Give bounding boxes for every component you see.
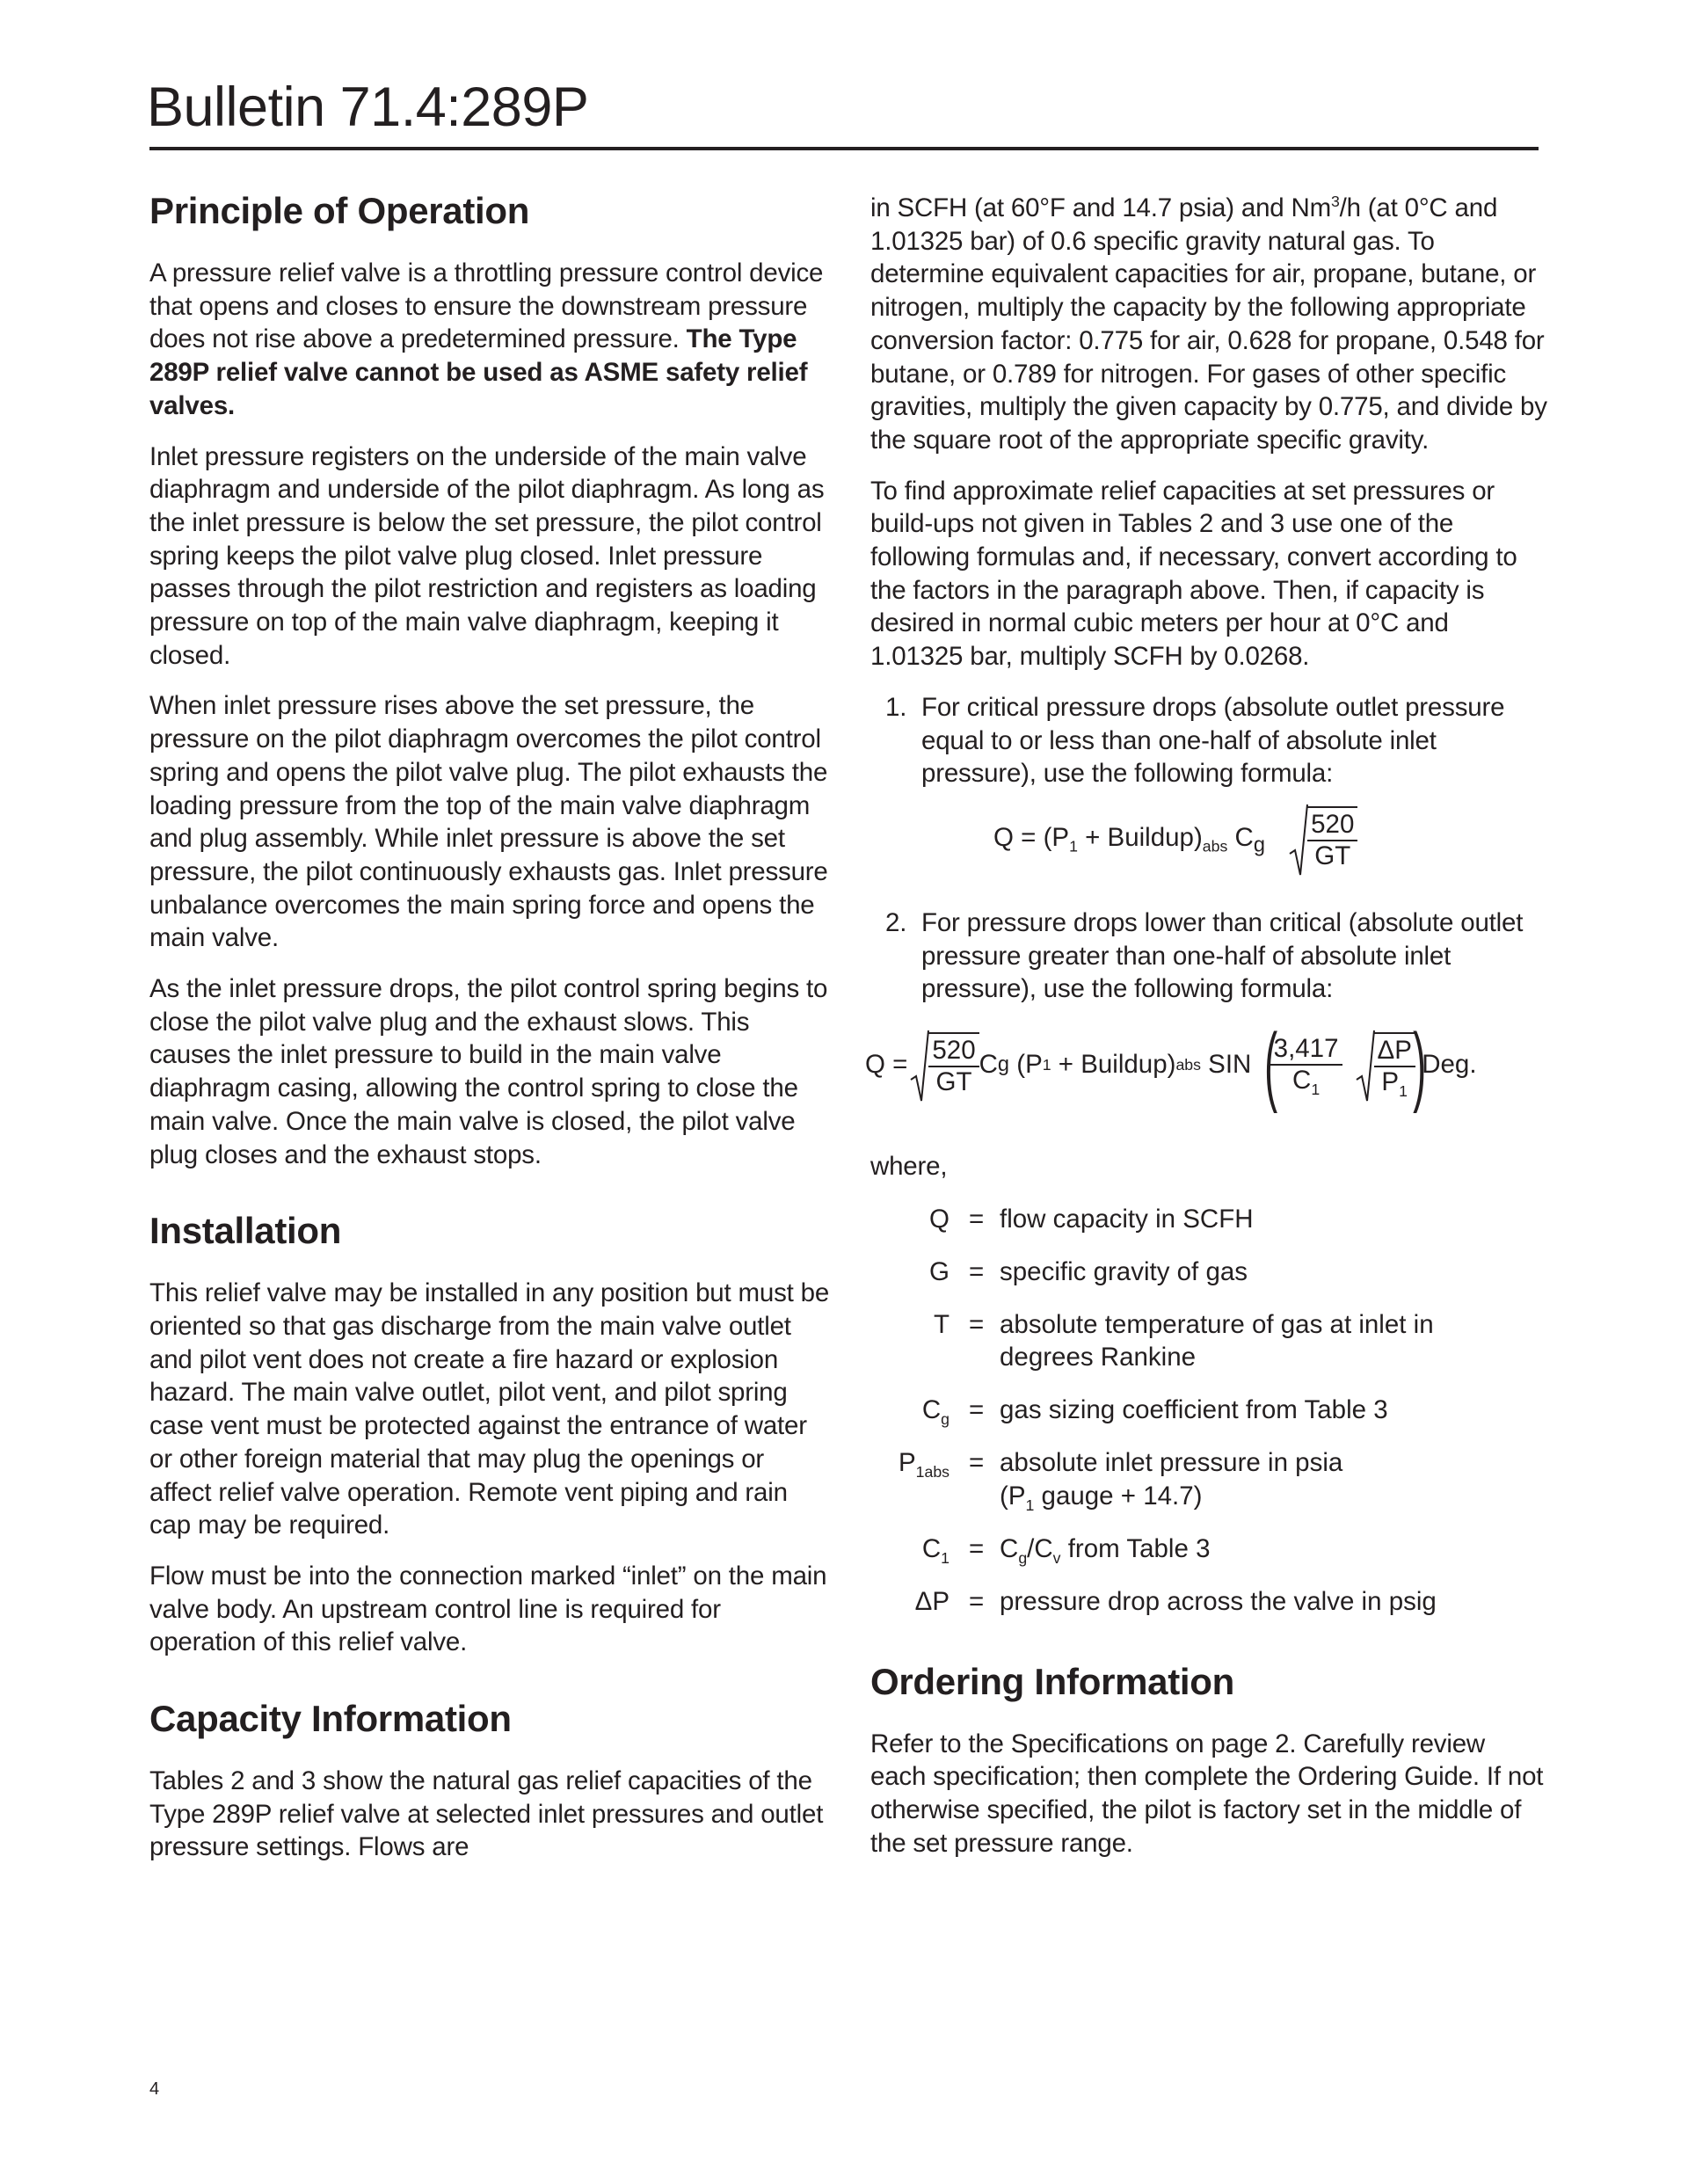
- definition-row: [870, 1203, 1547, 1236]
- text-run: /h (at 0°C and 1.01325 bar) of 0.6 specific gravity natural gas. To determine equivalent capacities for air, propane, butane, or nitrogen, multiply the capacity by the following appropriate conversion factor: 0.775 for air, 0.628 for propane, 0.548 for butane, or 0.789 for nitrogen. For gases of other specific gravities, multiply the given capacity by 0.775, and divide by the square root of the appropriate specific gravity.: [870, 193, 1547, 455]
- variable-symbol: [922, 1532, 950, 1566]
- variable-definition: absolute temperature of gas at inlet in degrees Rankine: [1000, 1309, 1434, 1372]
- definition-row: [870, 1256, 1547, 1289]
- variable-symbol: [934, 1308, 950, 1342]
- symbol-text: ΔP: [914, 1586, 950, 1616]
- ordering-paragraph: Refer to the Specifications on page 2. Carefully review each specification; then complete the Ordering Guide. If not otherwise specified, the pilot is factory set in the middle of the set pressure range.: [870, 1729, 1544, 1858]
- heading-principle-of-operation: Principle of Operation: [149, 190, 530, 231]
- heading-installation: Installation: [149, 1210, 342, 1252]
- radical-icon: [1355, 1029, 1376, 1103]
- symbol-text: T: [933, 1309, 950, 1339]
- subscript: g: [941, 1410, 950, 1429]
- formula-text: SIN: [1200, 1050, 1252, 1080]
- formula-item-2: [870, 906, 1547, 1006]
- capacity-paragraph-1: Tables 2 and 3 show the natural gas relief capacities of the Type 289P relief valve at selected inlet pressures and outlet pressure settings. Flows are: [149, 1766, 824, 1862]
- variable-symbol: [915, 1585, 950, 1619]
- definition-row: [870, 1308, 1547, 1374]
- definition-row: [870, 1394, 1547, 1427]
- square-root-symbol: [1288, 806, 1357, 871]
- formula-critical-flow: [870, 790, 1547, 889]
- formula-text: C: [1227, 822, 1254, 852]
- variable-definition: pressure drop across the valve in psig: [1000, 1586, 1437, 1616]
- formula-text: C: [979, 1050, 998, 1080]
- formula-text: Deg.: [1422, 1050, 1477, 1080]
- definition-text: from Table 3: [1060, 1533, 1211, 1563]
- variable-symbol: [929, 1203, 950, 1236]
- denominator: [1270, 1066, 1342, 1096]
- right-column: [865, 192, 1547, 1860]
- where-label: where,: [870, 1152, 948, 1182]
- equals-sign: =: [969, 1309, 985, 1339]
- definition-text: (P: [1000, 1481, 1026, 1511]
- item-text: For pressure drops lower than critical (absolute outlet pressure greater than one-half of absolute inlet pressure), use the following formula:: [921, 907, 1524, 1004]
- capacity-paragraph-3: To find approximate relief capacities at set pressures or build-ups not given in Tables 2 and 3 use one of the following formulas and, if necessary, convert according to the factors in the paragraph above. Then, if capacity is desired in normal cubic meters per hour at 0°C and 1.01325 bar, multiply SCFH by 0.0268.: [870, 476, 1517, 672]
- formula-text: C: [1292, 1066, 1312, 1096]
- title-rule: [149, 147, 1539, 150]
- definition-row: [870, 1446, 1547, 1512]
- square-root-symbol: [1355, 1032, 1415, 1100]
- installation-paragraph-2: Flow must be into the connection marked “inlet” on the main valve body. An upstream control line is required for operation of this relief valve.: [149, 1561, 827, 1657]
- symbol-text: G: [929, 1256, 950, 1286]
- definition-row: [870, 1585, 1547, 1619]
- subscript: 1: [1069, 837, 1078, 855]
- subscript: 1abs: [915, 1463, 950, 1481]
- formula-text: Q =: [865, 1050, 908, 1080]
- definition-text: gauge + 14.7): [1034, 1481, 1203, 1511]
- variable-definition: [1000, 1532, 1547, 1566]
- principle-paragraph-3: When inlet pressure rises above the set pressure, the pressure on the pilot diaphragm overcomes the pilot control spring and opens the pilot valve plug. The pilot exhausts the loading pressure from the top of the main valve diaphragm and plug assembly. While inlet pressure is above the set pressure, the pilot continuously exhausts gas. Inlet pressure unbalance overcomes the main spring force and opens the main valve.: [149, 691, 828, 953]
- page-number: 4: [149, 2079, 160, 2099]
- capacity-paragraph-2: [870, 192, 1547, 457]
- definition-row: [870, 1532, 1547, 1566]
- variable-definition: [1000, 1446, 1547, 1512]
- symbol-text: Q: [929, 1204, 950, 1234]
- numerator: ΔP: [1374, 1036, 1415, 1067]
- superscript: 3: [1330, 193, 1340, 211]
- page-title: Bulletin 71.4:289P: [147, 76, 589, 138]
- numerator: 3,417: [1270, 1034, 1342, 1066]
- formula-text: Q = (P: [993, 822, 1070, 852]
- installation-paragraph-1: This relief valve may be installed in any position but must be oriented so that gas discharge from the main valve outlet and pilot vent does not create a fire hazard or explosion hazard. The main valve outlet, pilot vent, and pilot spring case vent must be protected against the entrance of water or other foreign material that may plug the openings or affect relief valve operation. Remote vent piping and rain cap may be required.: [149, 1278, 830, 1540]
- equals-sign: =: [969, 1533, 985, 1563]
- radical-icon: [1288, 803, 1309, 877]
- equals-sign: =: [969, 1448, 985, 1478]
- numerator: 520: [1307, 810, 1357, 841]
- heading-capacity-information: Capacity Information: [149, 1698, 512, 1740]
- definition-text: /C: [1027, 1533, 1053, 1563]
- definition-text: C: [1000, 1533, 1019, 1563]
- principle-paragraph-1: [149, 257, 831, 423]
- subscript: 1: [941, 1548, 950, 1567]
- symbol-text: P: [898, 1448, 916, 1478]
- left-paren-icon: (: [1264, 1016, 1278, 1115]
- principle-paragraph-4: As the inlet pressure drops, the pilot control spring begins to close the pilot valve plug and the exhaust slows. This causes the inlet pressure to build in the main valve diaphragm casing, allowing the control spring to close the main valve. Once the main valve is closed, the pilot valve plug closes and the exhaust stops.: [149, 974, 828, 1169]
- denominator: GT: [1314, 841, 1351, 870]
- variable-symbol: [899, 1446, 950, 1480]
- principle-p1-text: A pressure relief valve is a throttling pressure control device that opens and closes to ensure the downstream pressure does not rise above a predetermined pressure.: [149, 258, 824, 354]
- text-run: in SCFH (at 60°F and 14.7 psia) and Nm: [870, 193, 1331, 222]
- subscript: abs: [1202, 837, 1228, 855]
- subscript: g: [1253, 834, 1265, 857]
- variable-definition: flow capacity in SCFH: [1000, 1204, 1254, 1234]
- formula-text: P: [1381, 1067, 1400, 1097]
- subscript: v: [1052, 1548, 1061, 1567]
- denominator: [1374, 1067, 1415, 1100]
- right-paren-icon: ): [1413, 1016, 1427, 1115]
- equals-sign: =: [969, 1395, 985, 1425]
- radical-icon: [909, 1029, 930, 1103]
- variable-symbol: [929, 1256, 950, 1289]
- asme-warning: The Type 289P relief valve cannot be used as ASME safety relief valves.: [149, 324, 808, 420]
- numerator: 520: [928, 1036, 979, 1067]
- subscript: 1: [1311, 1080, 1321, 1098]
- denominator: GT: [935, 1067, 972, 1097]
- equals-sign: =: [969, 1204, 985, 1234]
- item-number: 1.: [885, 692, 907, 722]
- subscript: g: [1018, 1548, 1028, 1567]
- variable-definition: gas sizing coefficient from Table 3: [1000, 1395, 1388, 1425]
- item-text: For critical pressure drops (absolute outlet pressure equal to or less than one-half of absolute inlet pressure), use the following formula:: [921, 692, 1505, 789]
- item-number: 2.: [885, 907, 907, 937]
- subscript: 1: [1399, 1081, 1408, 1100]
- square-root-symbol: [909, 1032, 979, 1097]
- equals-sign: =: [969, 1256, 985, 1286]
- formula-text: (P: [1009, 1050, 1043, 1080]
- heading-ordering-information: Ordering Information: [870, 1660, 1235, 1702]
- formula-text: + Buildup): [1051, 1050, 1176, 1080]
- equals-sign: =: [969, 1586, 985, 1616]
- definition-line: absolute inlet pressure in psia: [1000, 1448, 1343, 1478]
- variable-definition: specific gravity of gas: [1000, 1256, 1248, 1286]
- principle-paragraph-2: Inlet pressure registers on the underside of the main valve diaphragm and underside of the pilot diaphragm. As long as the inlet pressure is below the set pressure, the pilot control spring keeps the pilot valve plug closed. Inlet pressure passes through the pilot restriction and registers as loading pressure on top of the main valve diaphragm, keeping it closed.: [149, 441, 825, 670]
- symbol-text: C: [921, 1533, 942, 1563]
- formula-text: + Buildup): [1077, 822, 1203, 852]
- formula-subcritical-flow: Q = $\frac{520}{GT}$ C g (P 1 + Buildup) abs SIN ( $\frac{3,417}{C_1}$ $\frac{\Delta P}{P_1}$ ) Deg.: [865, 1016, 1477, 1115]
- fraction: [1270, 1034, 1342, 1096]
- formula-item-1: [870, 691, 1547, 790]
- variable-symbol: [922, 1394, 950, 1427]
- variable-definitions: [870, 1203, 1547, 1619]
- subscript: 1: [1025, 1496, 1035, 1514]
- left-column: [149, 186, 831, 1864]
- symbol-text: C: [921, 1395, 942, 1425]
